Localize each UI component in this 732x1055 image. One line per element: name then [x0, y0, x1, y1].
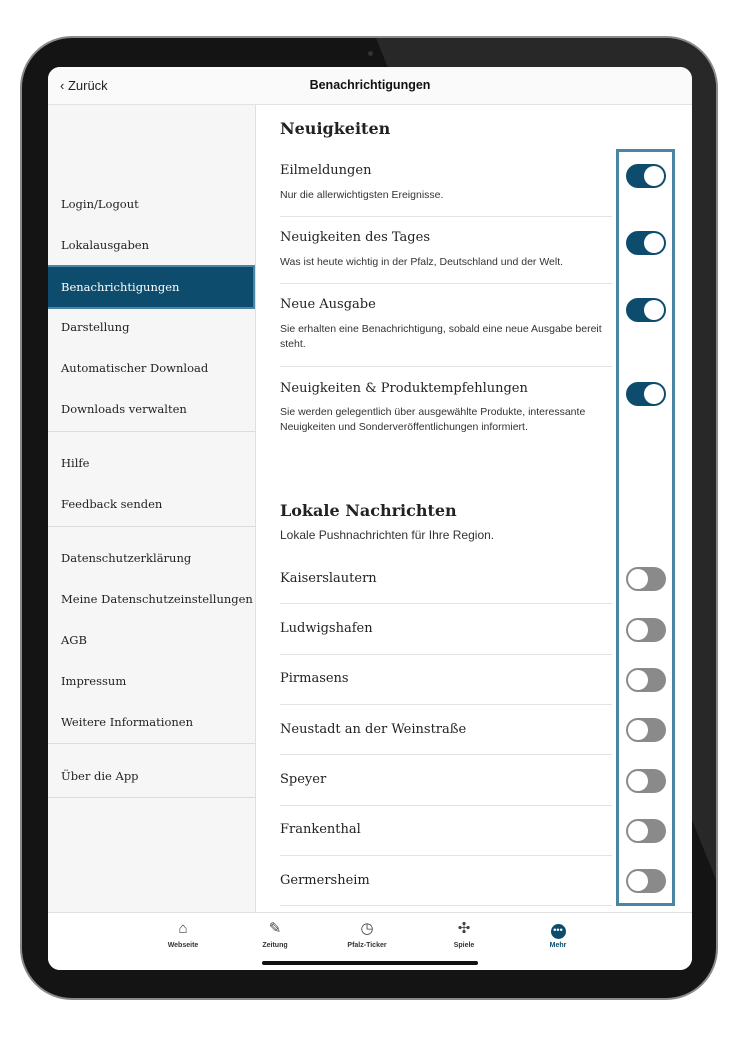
- section-heading-lokale-nachrichten: Lokale Nachrichten: [280, 501, 457, 520]
- tab-spiele[interactable]: [429, 919, 499, 949]
- back-label: Zurück: [67, 78, 108, 93]
- sidebar-item-lokalausgaben[interactable]: Lokalausgaben: [61, 238, 150, 252]
- row-title: Eilmeldungen: [280, 163, 372, 178]
- sidebar-item-downloads-verwalten[interactable]: Downloads verwalten: [61, 402, 187, 416]
- tab-label: Pfalz-Ticker: [347, 942, 387, 949]
- row-title: Neuigkeiten & Produktempfehlungen: [280, 381, 528, 396]
- sidebar-item-feedback[interactable]: Feedback senden: [61, 497, 163, 511]
- sidebar-item-impressum[interactable]: Impressum: [61, 674, 127, 688]
- puzzle-icon: ✣: [457, 920, 471, 937]
- row-title: Neustadt an der Weinstraße: [280, 722, 467, 737]
- row-divider: [280, 366, 612, 367]
- home-indicator[interactable]: [262, 961, 478, 965]
- row-description: Nur die allerwichtigsten Ereignisse.: [280, 189, 444, 201]
- app-screen: [48, 67, 692, 970]
- sidebar-item-login-logout[interactable]: Login/Logout: [61, 197, 139, 211]
- row-description: Sie werden gelegentlich über ausgewählte Produkte, interessante Neuigkeiten und Sonderveröffentlichungen informiert.: [280, 406, 586, 433]
- camera-icon: [368, 51, 373, 56]
- newspaper-icon: ✎: [268, 920, 282, 937]
- row-divider: [280, 704, 612, 705]
- toggle-column-highlight: [616, 149, 675, 906]
- row-divider: [280, 654, 612, 655]
- clock-icon: ◷: [360, 920, 374, 937]
- navigation-bar: [48, 67, 692, 105]
- row-divider: [280, 216, 612, 217]
- settings-sidebar: [48, 105, 256, 912]
- sidebar-item-automatischer-download[interactable]: Automatischer Download: [61, 361, 209, 375]
- row-title: Kaiserslautern: [280, 571, 377, 586]
- sidebar-divider: [48, 526, 255, 527]
- row-divider: [280, 905, 612, 906]
- row-divider: [280, 603, 612, 604]
- home-icon: ⌂: [178, 920, 188, 937]
- row-title: Germersheim: [280, 873, 370, 888]
- sidebar-divider: [48, 797, 255, 798]
- row-description: Sie erhalten eine Benachrichtigung, sobald eine neue Ausgabe bereit steht.: [280, 323, 602, 350]
- page-title: Benachrichtigungen: [309, 78, 431, 92]
- sidebar-item-weitere-informationen[interactable]: Weitere Informationen: [61, 715, 193, 729]
- section-heading-neuigkeiten: Neuigkeiten: [280, 119, 391, 138]
- tab-label: Webseite: [167, 942, 199, 949]
- row-divider: [280, 805, 612, 806]
- tab-label: Mehr: [549, 942, 567, 949]
- sidebar-item-agb[interactable]: AGB: [61, 633, 87, 647]
- row-title: Neuigkeiten des Tages: [280, 230, 430, 245]
- row-title: Pirmasens: [280, 671, 349, 686]
- sidebar-item-datenschutzeinstellungen[interactable]: Meine Datenschutzeinstellungen: [61, 592, 253, 606]
- sidebar-divider: [48, 743, 255, 744]
- row-title: Speyer: [280, 772, 327, 787]
- row-divider: [280, 283, 612, 284]
- row-title: Neue Ausgabe: [280, 297, 376, 312]
- row-title: Ludwigshafen: [280, 621, 373, 636]
- row-divider: [280, 855, 612, 856]
- sidebar-item-ueber-die-app[interactable]: Über die App: [61, 769, 139, 783]
- row-divider: [280, 754, 612, 755]
- tab-zeitung[interactable]: [240, 919, 310, 949]
- tab-label: Spiele: [453, 942, 475, 949]
- sidebar-item-datenschutzerklaerung[interactable]: Datenschutzerklärung: [61, 551, 192, 565]
- more-icon: •••: [523, 919, 593, 939]
- sidebar-item-darstellung[interactable]: Darstellung: [61, 320, 130, 334]
- back-button[interactable]: ‹ Zurück: [60, 78, 108, 93]
- sidebar-divider: [48, 431, 255, 432]
- tab-label: Zeitung: [262, 942, 288, 949]
- tab-mehr[interactable]: [523, 919, 593, 949]
- row-title: Frankenthal: [280, 822, 361, 837]
- tab-webseite[interactable]: [148, 919, 218, 949]
- tab-pfalz-ticker[interactable]: [332, 919, 402, 949]
- section-subtitle: Lokale Pushnachrichten für Ihre Region.: [280, 528, 495, 542]
- sidebar-item-hilfe[interactable]: Hilfe: [61, 456, 90, 470]
- row-description: Was ist heute wichtig in der Pfalz, Deutschland und der Welt.: [280, 256, 564, 268]
- sidebar-item-benachrichtigungen[interactable]: Benachrichtigungen: [48, 267, 253, 307]
